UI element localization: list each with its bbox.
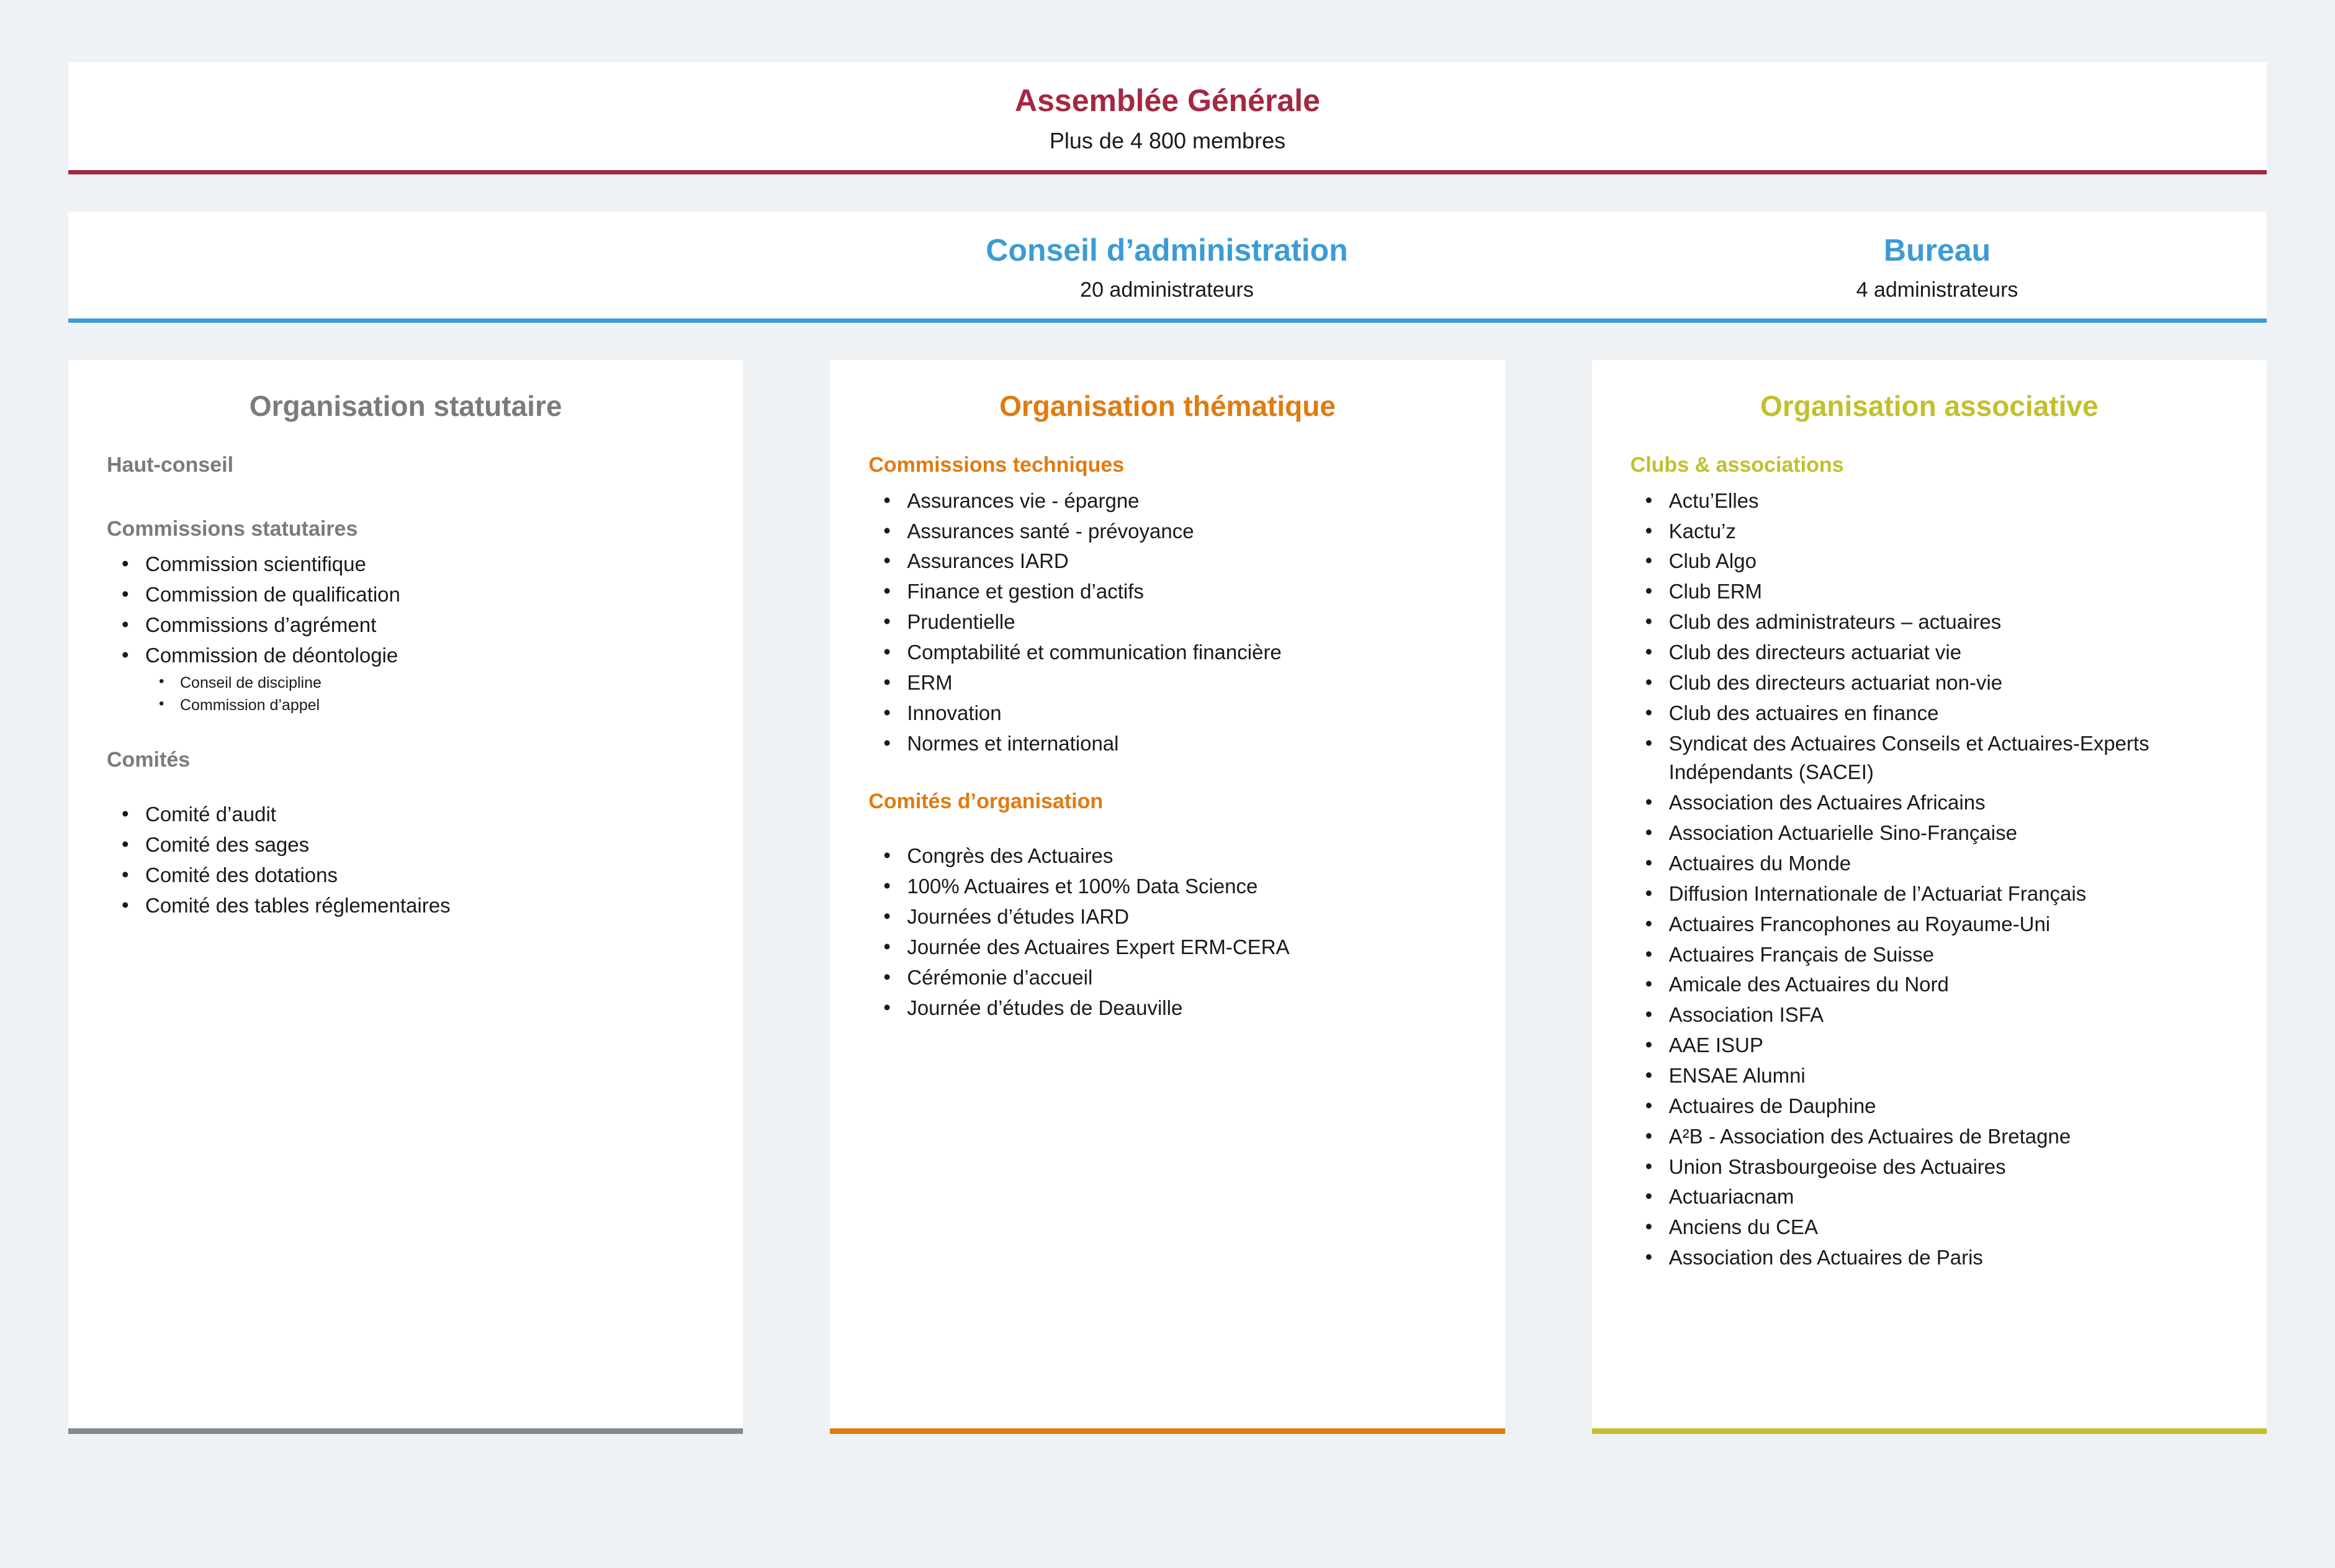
column-associative-title: Organisation associative	[1760, 390, 2099, 422]
section-heading-commissions-techniques: Commissions techniques	[868, 453, 1125, 477]
list-item: • 100% Actuaires et 100% Data Science	[872, 872, 1466, 901]
list-item: • Association ISFA	[1634, 1001, 2228, 1030]
organization-columns	[68, 360, 2267, 1434]
board-block	[726, 233, 1608, 303]
list-item: • ENSAE Alumni	[1634, 1061, 2228, 1091]
list-item: • Club des administrateurs – actuaires	[1634, 608, 2228, 637]
list-item: • Congrès des Actuaires	[872, 842, 1466, 871]
general-assembly-banner	[68, 62, 2267, 170]
section-heading-commissions-statutaires: Commissions statutaires	[107, 516, 358, 541]
spacer	[107, 487, 704, 516]
column-statutory-title: Organisation statutaire	[249, 390, 562, 422]
column-associative-rule	[1592, 1428, 2267, 1434]
column-statutory	[68, 360, 743, 1434]
list-item: • Club des directeurs actuariat non-vie	[1634, 669, 2228, 698]
list-item: • Actu’Elles	[1634, 487, 2228, 516]
list-item: • Assurances vie - épargne	[872, 487, 1466, 516]
list-item: • Club Algo	[1634, 547, 2228, 576]
list-item-label: Commission de déontologie	[145, 644, 398, 667]
list-item: • Comité des tables réglementaires	[110, 891, 704, 921]
list-item: • Comité d’audit	[110, 800, 704, 829]
column-associative-body	[1592, 360, 2267, 1428]
list-clubs-associations	[1634, 487, 2228, 1273]
list-item	[110, 580, 704, 610]
list-item: • Actuaires de Dauphine	[1634, 1092, 2228, 1121]
list-item: • Union Strasbourgeoise des Actuaires	[1634, 1153, 2228, 1182]
spacer	[68, 174, 2267, 212]
list-item: • Diffusion Internationale de l’Actuariat Français	[1634, 880, 2228, 909]
list-item-label: Commissions d’agrément	[145, 613, 377, 637]
section-heading-comites: Comités	[107, 748, 191, 772]
column-thematic	[830, 360, 1505, 1434]
spacer	[107, 718, 704, 747]
governance-rule	[68, 318, 2267, 323]
bureau-title: Bureau	[1883, 232, 1991, 268]
list-item: • ERM	[872, 669, 1466, 698]
general-assembly-subtitle: Plus de 4 800 membres	[1049, 127, 1286, 153]
board-title: Conseil d’administration	[986, 232, 1348, 268]
board-subtitle: 20 administrateurs	[1080, 278, 1254, 302]
list-item: • AAE ISUP	[1634, 1031, 2228, 1060]
section-heading-clubs-associations: Clubs & associations	[1630, 453, 1844, 477]
list-commissions-statutaires	[110, 550, 704, 716]
list-item: • Club des directeurs actuariat vie	[1634, 638, 2228, 667]
list-item: • Actuariacnam	[1634, 1183, 2228, 1212]
list-item: • Finance et gestion d’actifs	[872, 577, 1466, 606]
spacer	[868, 823, 1466, 842]
list-item: • Innovation	[872, 699, 1466, 728]
list-item: • Cérémonie d’accueil	[872, 963, 1466, 993]
list-item-label: Commission de qualification	[145, 583, 400, 606]
list-item: • Normes et international	[872, 729, 1466, 759]
column-thematic-title: Organisation thématique	[999, 390, 1336, 422]
governance-banner	[68, 212, 2267, 319]
list-item: • Association des Actuaires Africains	[1634, 788, 2228, 818]
column-thematic-rule	[830, 1428, 1505, 1434]
list-item: • Assurances IARD	[872, 547, 1466, 576]
list-item	[110, 641, 704, 716]
list-item: • Actuaires Francophones au Royaume-Uni	[1634, 910, 2228, 939]
general-assembly-rule	[68, 170, 2267, 174]
list-item: • Comptabilité et communication financière	[872, 638, 1466, 667]
list-item: • A²B - Association des Actuaires de Bretagne	[1634, 1122, 2228, 1151]
list-item: • Syndicat des Actuaires Conseils et Actuaires-Experts Indépendants (SACEI)	[1634, 729, 2228, 788]
list-comites-organisation	[872, 842, 1466, 1022]
list-item: • Club ERM	[1634, 577, 2228, 606]
list-item: • Comité des sages	[110, 831, 704, 860]
list-item: • Comité des dotations	[110, 861, 704, 890]
section-heading-haut-conseil: Haut-conseil	[107, 453, 234, 477]
list-commissions-techniques	[872, 487, 1466, 759]
list-item: • Actuaires Français de Suisse	[1634, 940, 2228, 970]
sublist-deontologie	[145, 672, 704, 717]
bureau-block	[1608, 233, 2267, 303]
list-item: • Amicale des Actuaires du Nord	[1634, 970, 2228, 999]
list-comites	[110, 800, 704, 920]
spacer	[107, 782, 704, 800]
spacer	[68, 323, 2267, 360]
list-item: • Journées d’études IARD	[872, 903, 1466, 932]
sub-list-item: • Commission d’appel	[145, 694, 704, 716]
column-thematic-body	[830, 360, 1505, 1428]
list-item	[110, 550, 704, 579]
column-associative	[1592, 360, 2267, 1434]
bureau-subtitle: 4 administrateurs	[1856, 278, 2018, 302]
list-item: • Prudentielle	[872, 608, 1466, 637]
list-item: • Kactu’z	[1634, 517, 2228, 546]
column-statutory-rule	[68, 1428, 743, 1434]
spacer	[868, 759, 1466, 789]
list-item: • Actuaires du Monde	[1634, 849, 2228, 878]
list-item: • Association des Actuaires de Paris	[1634, 1243, 2228, 1273]
section-heading-comites-organisation: Comités d’organisation	[868, 790, 1104, 814]
list-item: • Association Actuarielle Sino-Française	[1634, 819, 2228, 848]
list-item	[110, 611, 704, 640]
sub-list-item: • Conseil de discipline	[145, 672, 704, 694]
general-assembly-title: Assemblée Générale	[1015, 83, 1320, 118]
list-item-label: Commission scientifique	[145, 552, 366, 576]
list-item: • Journée des Actuaires Expert ERM-CERA	[872, 933, 1466, 962]
list-item: • Anciens du CEA	[1634, 1213, 2228, 1242]
list-item: • Club des actuaires en finance	[1634, 699, 2228, 728]
list-item: • Journée d’études de Deauville	[872, 994, 1466, 1023]
list-item: • Assurances santé - prévoyance	[872, 517, 1466, 546]
column-statutory-body	[68, 360, 743, 1428]
